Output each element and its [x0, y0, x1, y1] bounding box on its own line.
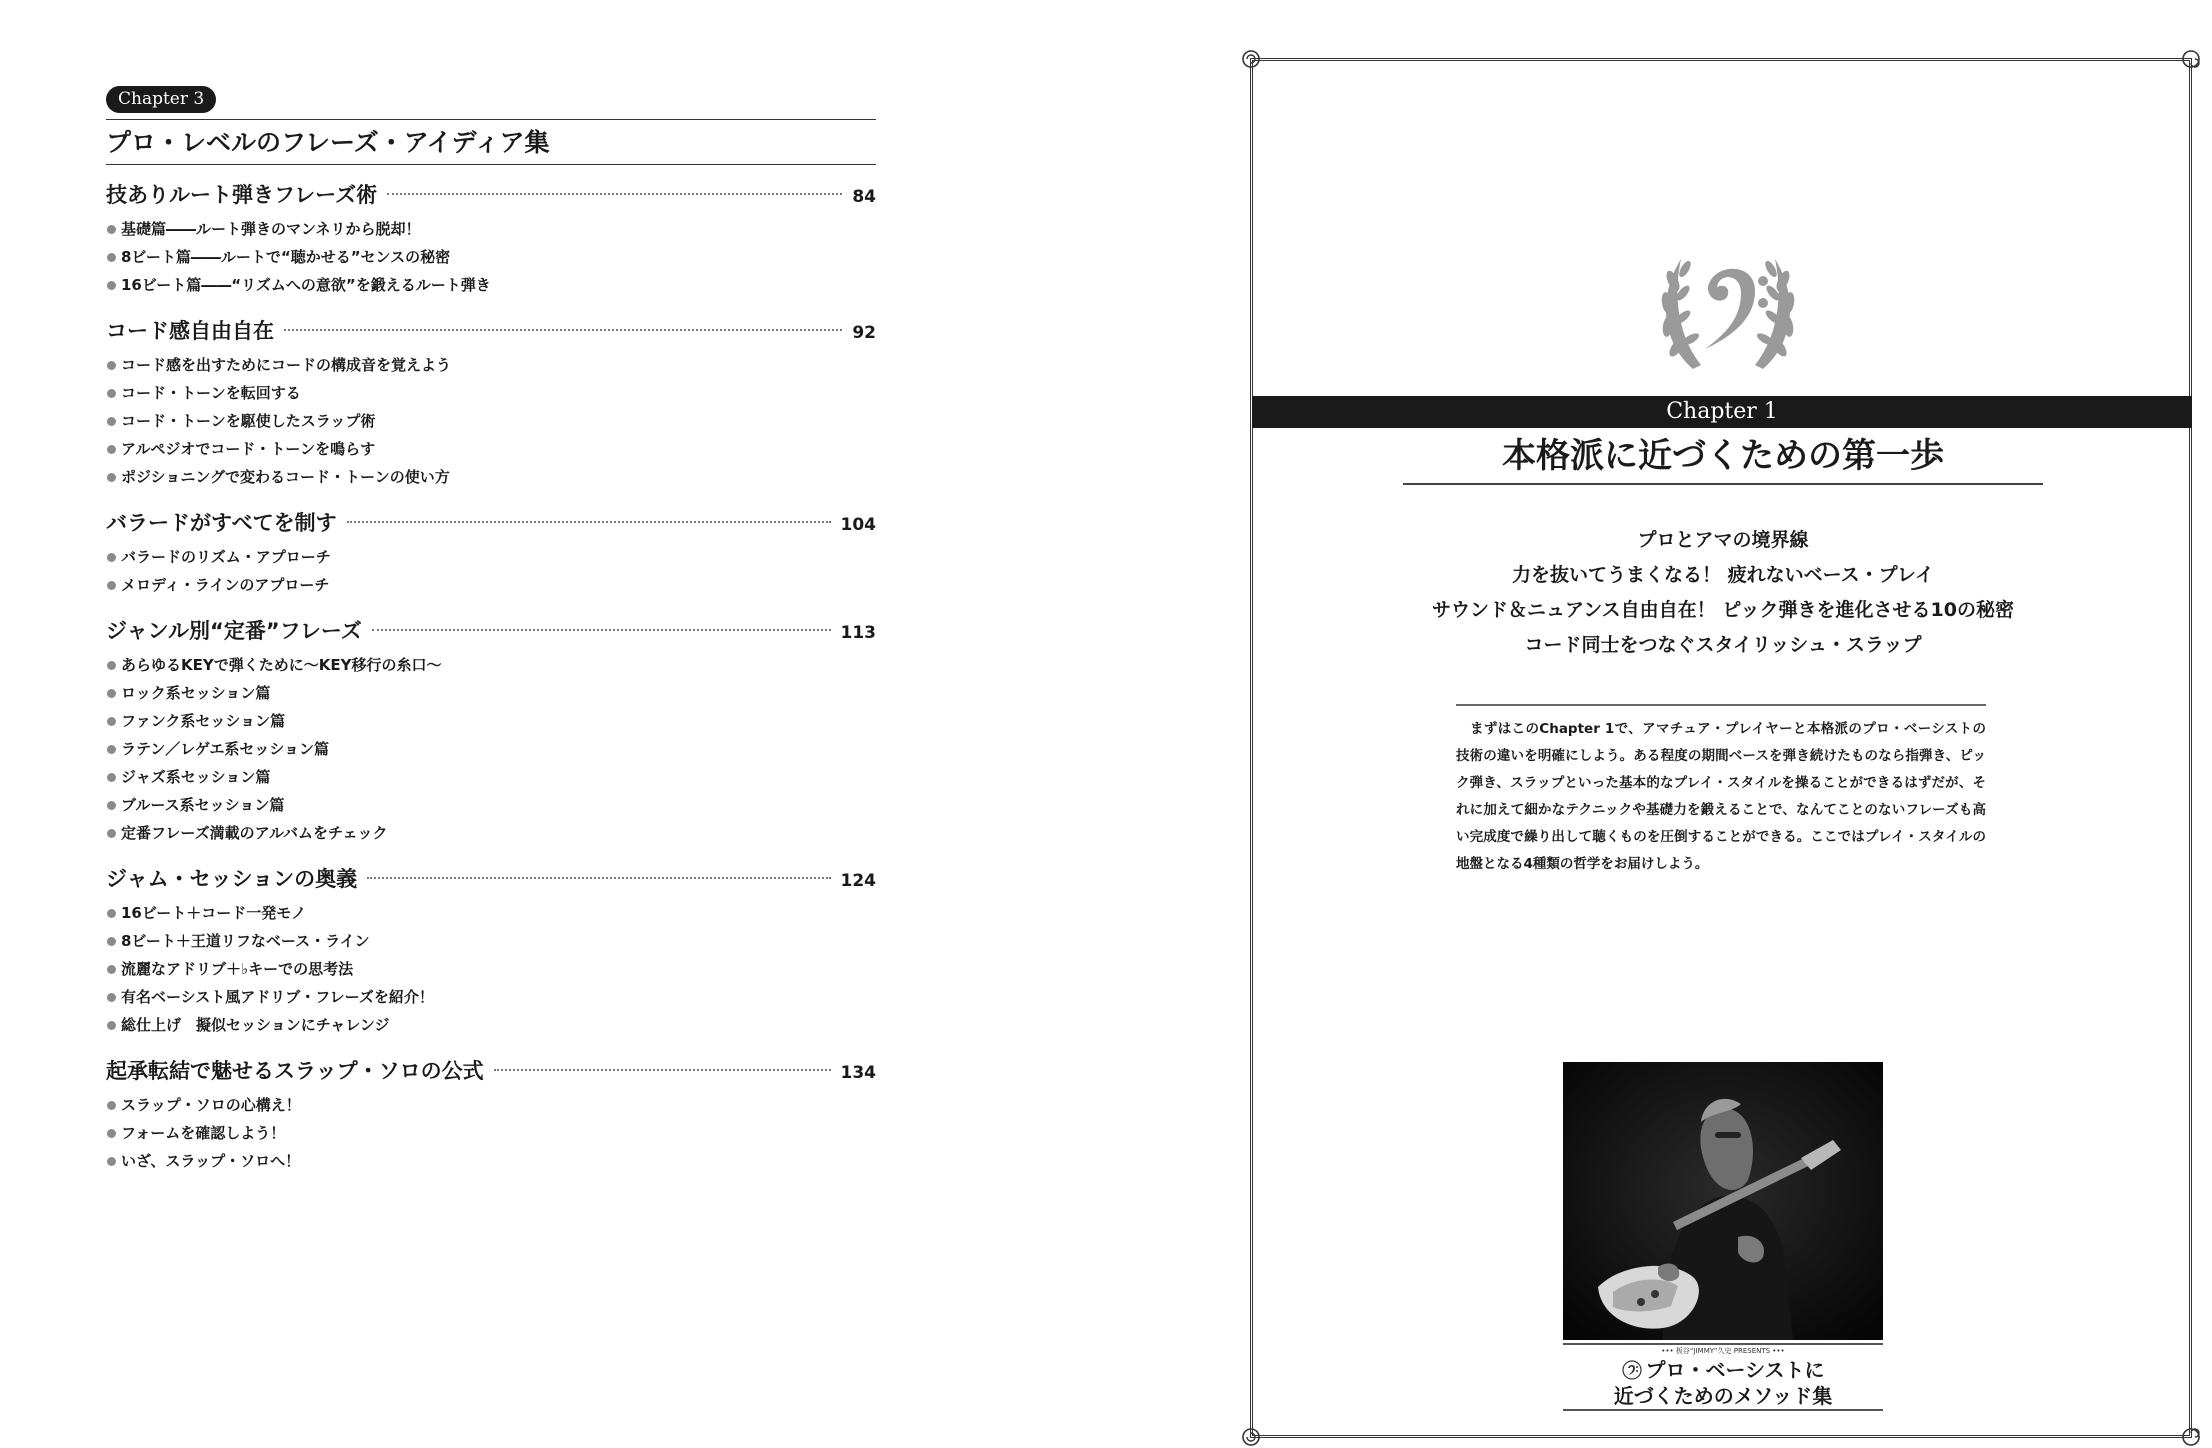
toc-item-list	[106, 651, 876, 847]
bullet-icon	[107, 993, 116, 1002]
topic-line: サウンド＆ニュアンス自由自在！ ピック弾きを進化させる10の秘密	[1432, 599, 2014, 621]
bullet-icon	[107, 473, 116, 482]
bullet-icon	[107, 745, 116, 754]
toc-item	[106, 571, 876, 599]
chapter-main-title: 本格派に近づくための第一歩	[1403, 429, 2043, 485]
toc-item-list	[106, 1091, 876, 1175]
topic-line: プロとアマの境界線	[1637, 529, 1809, 551]
toc-item-text: 有名ベーシスト風アドリブ・フレーズを紹介！	[121, 988, 434, 1006]
bullet-icon	[107, 1157, 116, 1166]
bullet-icon	[107, 225, 116, 234]
toc-page-number: 134	[840, 1063, 876, 1083]
toc-item-text: ロック系セッション篇	[121, 684, 271, 702]
toc-item-text: 定番フレーズ満載のアルバムをチェック	[121, 824, 388, 842]
bullet-icon	[107, 389, 116, 398]
toc-leader-dots	[372, 629, 831, 631]
bullet-icon	[107, 445, 116, 454]
toc-item-text: アルペジオでコード・トーンを鳴らす	[121, 440, 376, 458]
toc-item	[106, 543, 876, 571]
toc-item-text: 16ビート篇――“リズムへの意欲”を鍛えるルート弾き	[121, 276, 491, 294]
book-presenter: ••• 板谷“JIMMY”久史 PRESENTS •••	[1661, 1347, 1785, 1355]
toc-item-text: コード・トーンを転回する	[121, 384, 301, 402]
toc-section	[106, 179, 876, 299]
toc-item	[106, 927, 876, 955]
toc-item	[106, 651, 876, 679]
bassist-photo-image	[1563, 1062, 1883, 1340]
toc-item	[106, 271, 876, 299]
toc-item-text: 流麗なアドリブ＋♭キーでの思考法	[121, 960, 354, 978]
toc-item-text: ブルース系セッション篇	[121, 796, 285, 814]
toc-item-text: ファンク系セッション篇	[121, 712, 286, 730]
toc-leader-dots	[347, 521, 831, 523]
bass-clef-laurel-icon	[1653, 241, 1803, 381]
toc-section	[106, 615, 876, 847]
toc-item-list	[106, 351, 876, 491]
toc-section-title: ジャム・セッションの奥義	[106, 867, 358, 891]
corner-ornament-icon	[1240, 48, 1262, 70]
toc-page-number: 104	[840, 515, 876, 535]
toc-item	[106, 215, 876, 243]
toc-section-heading	[106, 179, 876, 213]
toc-item-text: ポジショニングで変わるコード・トーンの使い方	[121, 468, 450, 486]
toc-leader-dots	[387, 193, 842, 195]
corner-ornament-icon	[2180, 48, 2202, 70]
toc-item	[106, 819, 876, 847]
chapter-label: Chapter 3	[106, 86, 216, 113]
toc-item-text: コード・トーンを駆使したスラップ術	[121, 412, 376, 430]
toc-section-title: 技ありルート弾きフレーズ術	[106, 183, 378, 207]
toc-item-list	[106, 899, 876, 1039]
toc-item-text: 総仕上げ 擬似セッションにチャレンジ	[121, 1016, 390, 1034]
chapter-intro	[1456, 704, 1986, 878]
toc-item	[106, 463, 876, 491]
toc-item	[106, 435, 876, 463]
bullet-icon	[107, 937, 116, 946]
toc-section-heading	[106, 863, 876, 897]
toc-item-text: コード感を出すためにコードの構成音を覚えよう	[121, 356, 452, 374]
toc-section	[106, 1055, 876, 1175]
toc-item	[106, 899, 876, 927]
toc-item-text: いざ、スラップ・ソロへ！	[121, 1152, 301, 1170]
topic-line: コード同士をつなぐスタイリッシュ・スラップ	[1524, 634, 1922, 656]
chapter-opener-page	[1250, 58, 2192, 1438]
bullet-icon	[107, 801, 116, 810]
bullet-icon	[107, 1101, 116, 1110]
bass-clef-icon	[1622, 1360, 1642, 1380]
bullet-icon	[107, 553, 116, 562]
toc-section-title: ジャンル別“定番”フレーズ	[106, 619, 362, 643]
bullet-icon	[107, 253, 116, 262]
toc-item-text: 基礎篇――ルート弾きのマンネリから脱却！	[121, 220, 421, 238]
toc-item	[106, 763, 876, 791]
toc-item	[106, 1091, 876, 1119]
topic-line: 力を抜いてうまくなる！ 疲れないベース・プレイ	[1512, 564, 1934, 586]
corner-ornament-icon	[1240, 1426, 1262, 1448]
bullet-icon	[107, 361, 116, 370]
toc-item-text: スラップ・ソロの心構え！	[121, 1096, 301, 1114]
intro-paragraph: まずはこのChapter 1で、アマチュア・プレイヤーと本格派のプロ・ベーシストの技術の違いを明確にしよう。ある程度の期間ベースを弾き続けたものなら指弾き、ピック弾き、スラップといった基本的なプレイ・スタイルを操ることができるはずだが、それに加えて細かなテクニックや基礎力を鍛えることで、なんてことのないフレーズも高い完成度で繰り出して聴くものを圧倒することができる。ここではプレイ・スタイルの地盤となる4種類の哲学をお届けしよう。	[1456, 721, 1986, 872]
toc-page	[106, 86, 876, 1175]
book-ad-caption	[1563, 1343, 1883, 1411]
toc-section	[106, 507, 876, 599]
bullet-icon	[107, 1021, 116, 1030]
toc-section-title: 起承転結で魅せるスラップ・ソロの公式	[106, 1059, 484, 1083]
chapter-title: プロ・レベルのフレーズ・アイディア集	[106, 119, 876, 165]
chapter-topic-list	[1253, 523, 2193, 663]
toc-sections	[106, 179, 876, 1175]
bullet-icon	[107, 417, 116, 426]
toc-page-number: 124	[840, 871, 876, 891]
toc-item-list	[106, 215, 876, 299]
toc-item	[106, 379, 876, 407]
toc-section-title: バラードがすべてを制す	[106, 511, 337, 535]
corner-ornament-icon	[2180, 1426, 2202, 1448]
toc-section	[106, 863, 876, 1039]
bullet-icon	[107, 909, 116, 918]
toc-item-text: フォームを確認しよう！	[121, 1124, 286, 1142]
toc-leader-dots	[494, 1069, 831, 1071]
bullet-icon	[107, 281, 116, 290]
toc-section-heading	[106, 507, 876, 541]
toc-section	[106, 315, 876, 491]
toc-item-text: 8ビート＋王道リフなベース・ライン	[121, 932, 370, 950]
toc-item	[106, 351, 876, 379]
bullet-icon	[107, 717, 116, 726]
bullet-icon	[107, 773, 116, 782]
toc-item	[106, 707, 876, 735]
toc-section-heading	[106, 615, 876, 649]
book-title-line1	[1563, 1357, 1883, 1383]
toc-item-text: バラードのリズム・アプローチ	[121, 548, 331, 566]
toc-page-number: 92	[852, 323, 876, 343]
toc-page-number: 113	[840, 623, 876, 643]
toc-leader-dots	[367, 877, 830, 879]
toc-item-text: ジャズ系セッション篇	[121, 768, 271, 786]
toc-item	[106, 1119, 876, 1147]
toc-item	[106, 243, 876, 271]
bassist-photo	[1563, 1062, 1883, 1340]
toc-item	[106, 679, 876, 707]
book-title-line1-text: プロ・ベーシストに	[1645, 1358, 1825, 1382]
toc-item	[106, 735, 876, 763]
bullet-icon	[107, 661, 116, 670]
toc-item	[106, 983, 876, 1011]
book-title-line2: 近づくためのメソッド集	[1613, 1384, 1833, 1408]
toc-item-list	[106, 543, 876, 599]
toc-item	[106, 1011, 876, 1039]
bullet-icon	[107, 1129, 116, 1138]
toc-item-text: ラテン／レゲエ系セッション篇	[121, 740, 330, 758]
toc-section-heading	[106, 1055, 876, 1089]
bullet-icon	[107, 829, 116, 838]
toc-item	[106, 1147, 876, 1175]
toc-item-text: 8ビート篇――ルートで“聴かせる”センスの秘密	[121, 248, 451, 266]
toc-item-text: メロディ・ラインのアプローチ	[121, 576, 330, 594]
toc-item-text: 16ビート＋コード一発モノ	[121, 904, 307, 922]
toc-section-heading	[106, 315, 876, 349]
toc-item	[106, 955, 876, 983]
toc-page-number: 84	[852, 187, 876, 207]
bullet-icon	[107, 689, 116, 698]
toc-item	[106, 407, 876, 435]
bullet-icon	[107, 965, 116, 974]
toc-item	[106, 791, 876, 819]
toc-leader-dots	[284, 329, 842, 331]
bullet-icon	[107, 581, 116, 590]
toc-section-title: コード感自由自在	[106, 319, 274, 343]
toc-item-text: あらゆるKEYで弾くために～KEY移行の糸口～	[121, 656, 442, 674]
chapter-banner: Chapter 1	[1252, 396, 2192, 428]
